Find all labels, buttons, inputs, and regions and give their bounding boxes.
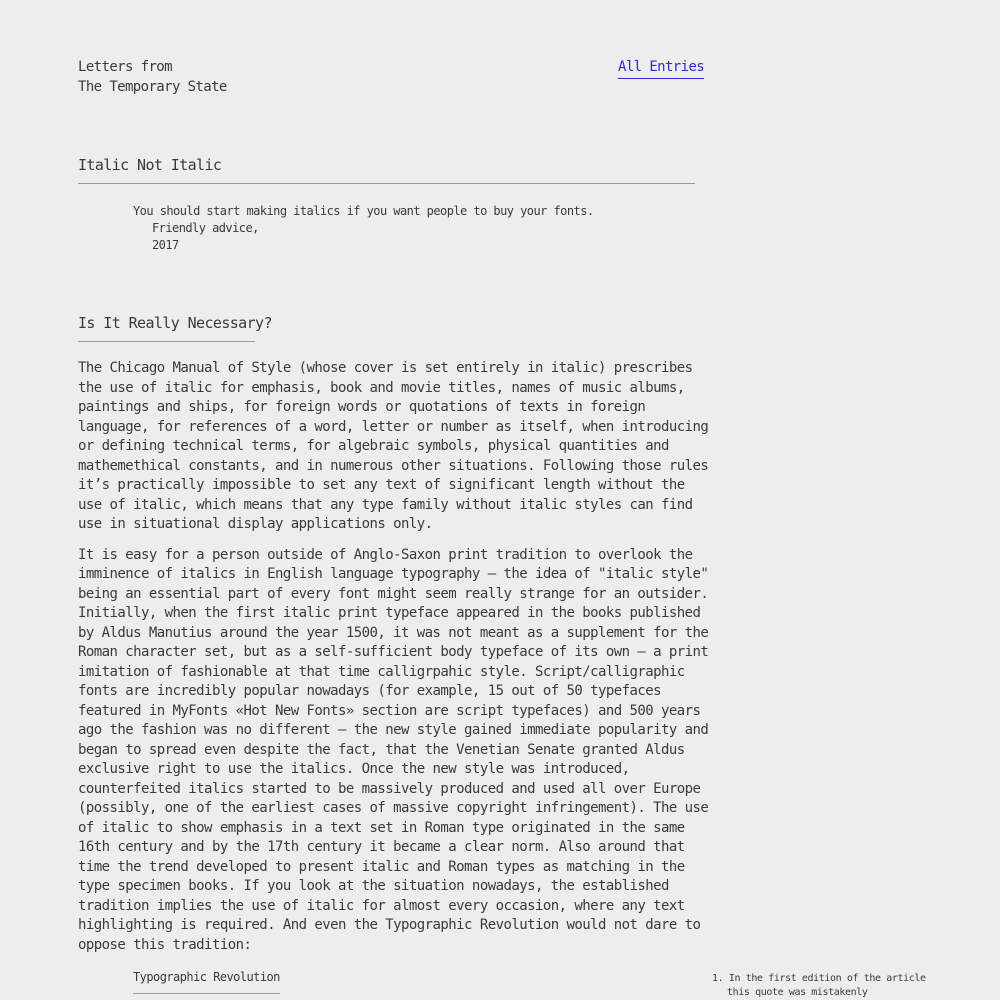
paragraph-line: of italic to show emphasis in a text set in Roman type originated in the same xyxy=(78,819,685,836)
paragraph-line: fonts are incredibly popular nowadays (for example, 15 out of 50 typefaces xyxy=(78,683,662,699)
paragraph-line: use of italic, which means that any type family without italic styles can find xyxy=(78,496,693,513)
paragraph-line: 16th century and by the 17th century it became a clear norm. Also around that xyxy=(78,839,685,855)
paragraph-line: It is easy for a person outside of Anglo-Saxon print tradition to overlook the xyxy=(78,546,693,563)
site-title[interactable] xyxy=(78,58,227,97)
paragraph-line: the use of italic for emphasis, book and movie titles, names of music albums, xyxy=(78,379,685,396)
paragraph-2 xyxy=(78,546,708,956)
paragraph-line: by Aldus Manutius around the year 1500, it was not meant as a supplement for the xyxy=(78,624,709,641)
paragraph-line: ago the fashion was no different — the new style gained immediate popularity and xyxy=(78,722,709,738)
epigraph-quote: You should start making italics if you want people to buy your fonts. xyxy=(133,204,594,218)
paragraph-1 xyxy=(78,359,708,535)
paragraph-line: counterfeited italics started to be massively produced and used all over Europe xyxy=(78,780,701,797)
paragraph-line: tradition implies the use of italic for almost every occasion, where any text xyxy=(78,897,685,914)
paragraph-line: type specimen books. If you look at the situation nowadays, the established xyxy=(78,878,669,894)
paragraph-line: highlighting is required. And even the Typographic Revolution would not dare to xyxy=(78,917,701,933)
paragraph-line: imminence of italics in English language typography — the idea of "italic style" xyxy=(78,566,709,582)
footnote xyxy=(712,972,926,1000)
article-title: Italic Not Italic xyxy=(78,155,695,184)
site-title-line-2[interactable]: The Temporary State xyxy=(78,78,227,95)
paragraph-line: Initially, when the first italic print typeface appeared in the books published xyxy=(78,605,701,621)
section-title: Is It Really Necessary? xyxy=(78,313,255,342)
paragraph-line: began to spread even despite the fact, that the Venetian Senate granted Aldus xyxy=(78,741,685,758)
paragraph-line: mathemethical constants, and in numerous other situations. Following those rules xyxy=(78,457,709,474)
paragraph-line: The Chicago Manual of Style (whose cover is set entirely in italic) prescribes xyxy=(78,360,693,376)
paragraph-line: language, for references of a word, letter or number as itself, when introducing xyxy=(78,418,709,435)
paragraph-line: featured in MyFonts «Hot New Fonts» section are script typefaces) and 500 years xyxy=(78,702,701,719)
paragraph-line: (possibly, one of the earliest cases of massive copyright infringement). The use xyxy=(78,800,709,816)
article-body xyxy=(78,359,708,966)
epigraph-year: 2017 xyxy=(152,238,179,252)
paragraph-line: it’s practically impossible to set any text of significant length without the xyxy=(78,477,685,493)
footnote-line-2: this quote was mistakenly xyxy=(727,987,868,998)
footnote-line-1: 1. In the first edition of the article xyxy=(712,973,926,984)
paragraph-line: use in situational display applications only. xyxy=(78,516,433,532)
paragraph-line: Roman character set, but as a self-sufficient body typeface of its own — a print xyxy=(78,644,709,660)
site-title-line-1[interactable]: Letters from xyxy=(78,59,172,75)
paragraph-line: exclusive right to use the italics. Once the new style was introduced, xyxy=(78,761,630,777)
paragraph-line: imitation of fashionable at that time calligrpahic style. Script/calligraphic xyxy=(78,663,685,680)
paragraph-line: or defining technical terms, for algebraic symbols, physical quantities and xyxy=(78,438,669,454)
paragraph-line: paintings and ships, for foreign words or quotations of texts in foreign xyxy=(78,399,646,415)
epigraph xyxy=(133,203,594,254)
all-entries-link[interactable]: All Entries xyxy=(618,58,704,79)
epigraph-attribution: Friendly advice, xyxy=(152,221,259,235)
sub-epigraph: Typographic Revolution xyxy=(133,969,280,994)
paragraph-line: oppose this tradition: xyxy=(78,936,252,953)
paragraph-line: time the trend developed to present italic and Roman types as matching in the xyxy=(78,858,685,875)
paragraph-line: being an essential part of every font might seem really strange for an outsider. xyxy=(78,585,709,602)
